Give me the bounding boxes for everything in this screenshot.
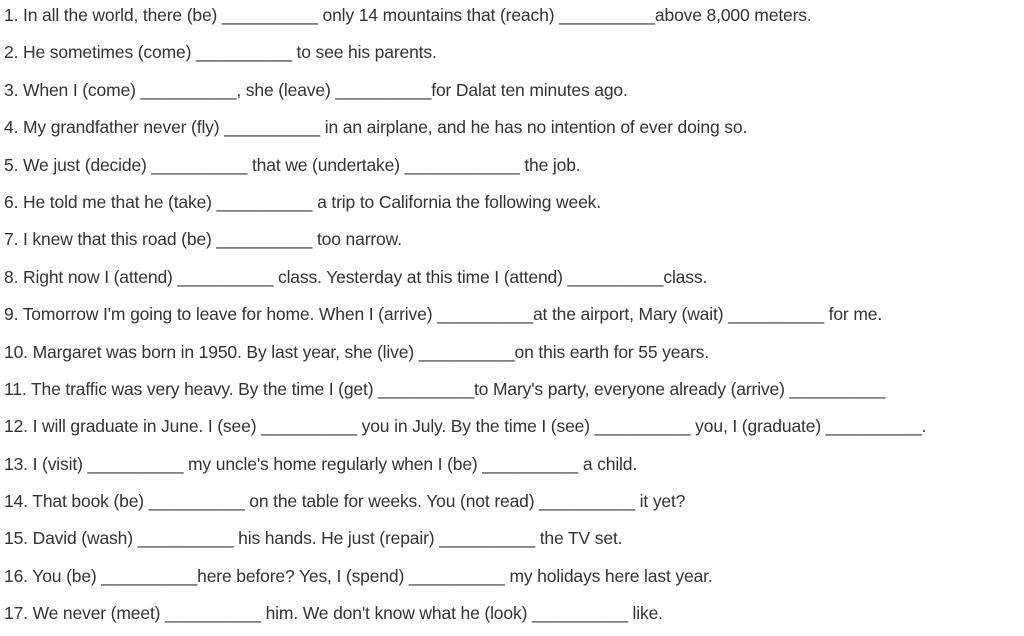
exercise-text: 8. Right now I (attend) __________ class. Yesterday at this time I (attend) __________class. — [4, 266, 708, 287]
exercise-text: 6. He told me that he (take) __________ a trip to California the following week. — [4, 191, 601, 212]
exercise-14 — [4, 486, 1020, 523]
exercise-5 — [4, 150, 1020, 187]
exercise-text: 11. The traffic was very heavy. By the time I (get) __________to Mary's party, everyone already (arrive) __________ — [4, 378, 886, 399]
exercise-text: 2. He sometimes (come) __________ to see his parents. — [4, 42, 437, 63]
exercise-text: 16. You (be) __________here before? Yes, I (spend) __________ my holidays here last year. — [4, 565, 713, 586]
exercise-text: 4. My grandfather never (fly) __________ in an airplane, and he has no intention of ever doing so. — [4, 117, 748, 138]
exercise-text: 12. I will graduate in June. I (see) __________ you in July. By the time I (see) __________ you, I (graduate) __________. — [4, 416, 927, 437]
exercise-15 — [4, 523, 1020, 560]
exercise-text: 7. I knew that this road (be) __________ too narrow. — [4, 229, 402, 250]
exercise-text: 3. When I (come) __________, she (leave) __________for Dalat ten minutes ago. — [4, 79, 628, 100]
exercise-11 — [4, 374, 1020, 411]
exercise-7 — [4, 224, 1020, 261]
exercise-text: 5. We just (decide) __________ that we (undertake) ____________ the job. — [4, 154, 581, 175]
exercise-text: 9. Tomorrow I'm going to leave for home. When I (arrive) __________at the airport, Mary (wait) __________ for me. — [4, 304, 883, 325]
exercise-13 — [4, 449, 1020, 486]
exercise-text: 15. David (wash) __________ his hands. He just (repair) __________ the TV set. — [4, 528, 623, 549]
exercise-16 — [4, 561, 1020, 598]
exercise-text: 17. We never (meet) __________ him. We don't know what he (look) __________ like. — [4, 603, 663, 624]
exercise-3 — [4, 75, 1020, 112]
exercise-text: 1. In all the world, there (be) __________ only 14 mountains that (reach) __________above 8,000 meters. — [4, 5, 812, 25]
exercise-4 — [4, 112, 1020, 149]
exercise-12 — [4, 411, 1020, 448]
exercise-1 — [4, 0, 1020, 37]
exercise-text: 10. Margaret was born in 1950. By last year, she (live) __________on this earth for 55 years. — [4, 341, 709, 362]
exercise-text: 13. I (visit) __________ my uncle's home regularly when I (be) __________ a child. — [4, 453, 638, 474]
exercise-9 — [4, 299, 1020, 336]
exercise-text: 14. That book (be) __________ on the table for weeks. You (not read) __________ it yet? — [4, 491, 686, 512]
exercise-10 — [4, 337, 1020, 374]
exercise-17 — [4, 598, 1020, 635]
exercise-list — [4, 0, 1020, 636]
exercise-2 — [4, 37, 1020, 74]
exercise-6 — [4, 187, 1020, 224]
exercise-8 — [4, 262, 1020, 299]
